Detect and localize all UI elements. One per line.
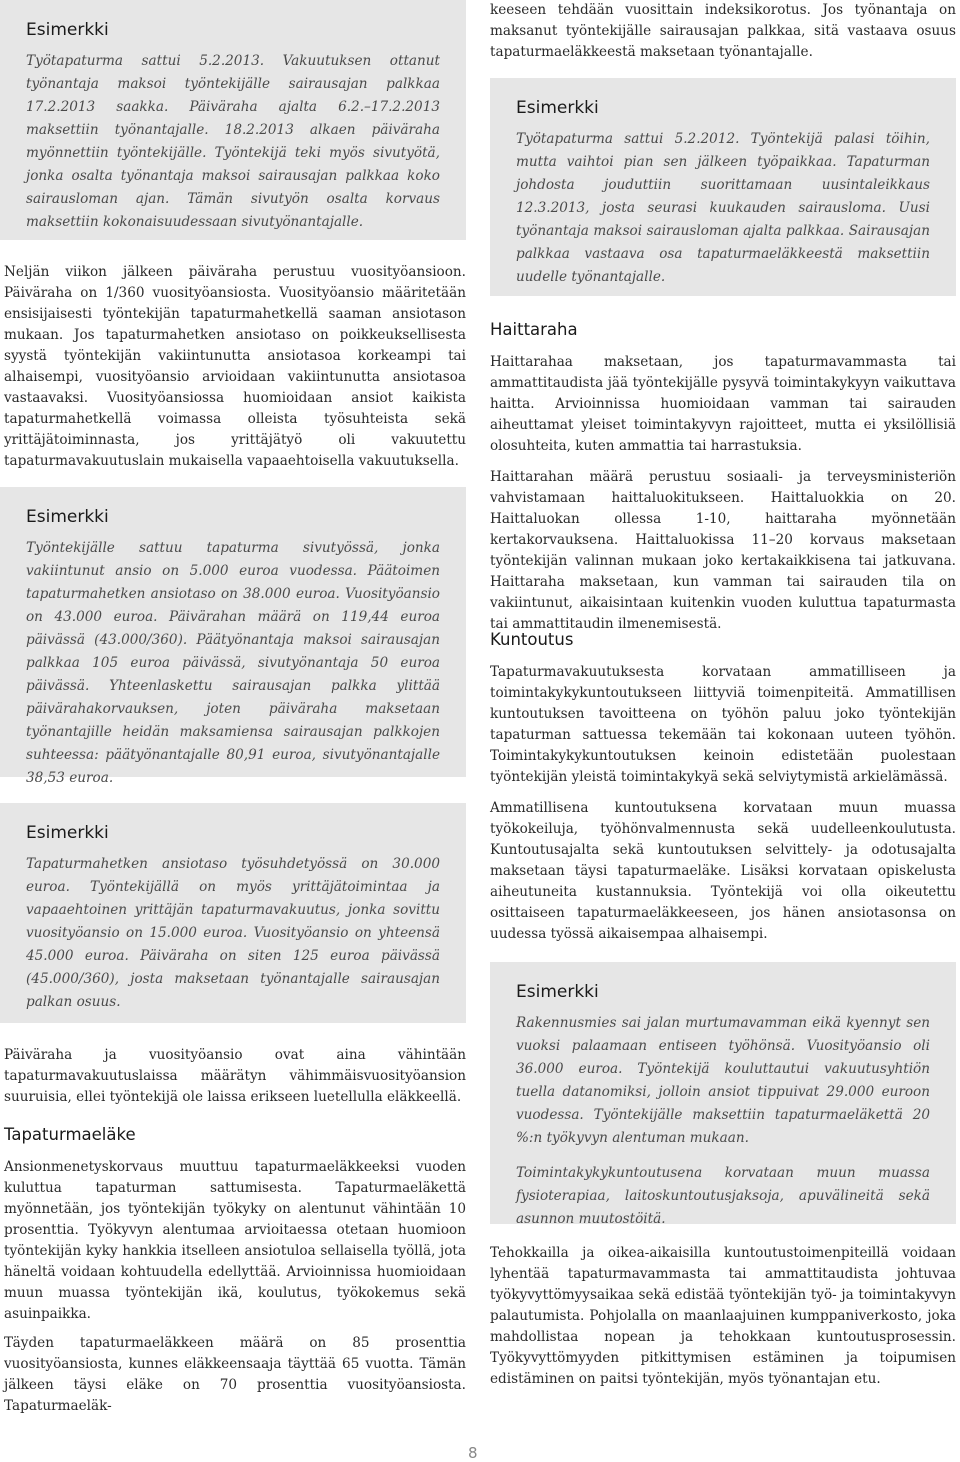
example-text: Toimintakykykuntoutusena korvataan muun muassa fysioterapiaa, laitoskuntoutusjaksoja, apuvälineitä sekä asunnon muutostöitä. bbox=[516, 1165, 930, 1227]
example-title: Esimerkki bbox=[26, 507, 109, 527]
example-box bbox=[0, 0, 466, 240]
example-title: Esimerkki bbox=[516, 98, 599, 118]
example-title: Esimerkki bbox=[516, 982, 599, 1002]
section-heading: Haittaraha bbox=[490, 320, 578, 339]
paragraph: Ammatillisena kuntoutuksena korvataan muun muassa työkokeiluja, työhönvalmennusta sekä uudelleenkoulutusta. Kuntoutusajalta sekä kuntoutuksen selvittely- ja odotusajalta maksetaan täysi tapaturmaeläke. Lisäksi korvataan opiskelusta aiheutuneita kustannuksia. Työntekijä voi olla oikeutettu osittaiseen tapaturmaeläkkeeseen, jos hänen ansiotasonsa on uudessa työssä aikaisempaa alhaisempi. bbox=[490, 800, 956, 942]
paragraph: Haittarahaa maksetaan, jos tapaturmavammasta tai ammattitaudista jää työntekijälle pysyvä toimintakykyyn vaikuttava haitta. Arvioinnissa huomioidaan vamman tai sairauden aiheuttamat yleiset toimintakyvyn rajoitteet, mutta ei yksilöllisiä olosuhteita, kuten ammattia tai harrastuksia. bbox=[490, 354, 956, 454]
paragraph: Neljän viikon jälkeen päiväraha perustuu vuosityöansioon. Päiväraha on 1/360 vuosityöansiosta. Vuosityöansio määritetään ensisijaisesti työntekijän tapaturmahetkellä saaman ansiotason mukaan. Jos tapaturmahetken ansiotaso on poikkeuksellisesta syystä työntekijän vakiintunutta ansiotasoa korkeampi tai alhaisempi, vuosityöansio arvioidaan vakiintunutta ansiotasoa vastaavaksi. Vuosityöansiossa huomioidaan ansiot kaikista tapaturmahetkellä voimassa olleista työsuhteista sekä yrittäjätoiminnasta, jos yrittäjätyö oli vakuutettu tapaturmavakuutuslain mukaisella vapaaehtoisella vakuutuksella. bbox=[4, 264, 466, 469]
paragraph: Tehokkailla ja oikea-aikaisilla kuntoutustoimenpiteillä voidaan lyhentää tapaturmavammasta tai ammattitaudista johtuvaa työkyvyttömyysaikaa sekä edistää työntekijän työ- ja toimintakyvyn palautumista. Pohjolalla on maanlaajuinen kumppaniverkosto, joka mahdollistaa nopean ja tehokkaan kuntoutusprosessin. Työkyvyttömyyden pitkittymisen estäminen ja toipumisen edistäminen on paitsi työntekijän, myös työnantajan etu. bbox=[490, 1245, 956, 1387]
section-heading: Tapaturmaeläke bbox=[4, 1125, 136, 1144]
example-box bbox=[0, 803, 466, 1023]
section-heading: Kuntoutus bbox=[490, 630, 574, 649]
paragraph: Haittarahan määrä perustuu sosiaali- ja terveysministeriön vahvistamaan haittaluokitukseen. Haittaluokkia on 20. Haittaluokan ollessa 1-10, haittaraha myönnetään kertakorvauksena. Haittaluokissa 11–20 korvaus maksetaan työntekijän valinnan mukaan joko kertakaikkisena tai jatkuvana. Haittaraha maksetaan, kun vamman tai sairauden tila on vakiintunut, aikaisintaan kuitenkin vuoden kuluttua tapaturmasta tai ammattitaudin ilmenemisestä. bbox=[490, 469, 956, 632]
example-box bbox=[490, 78, 956, 296]
example-title: Esimerkki bbox=[26, 20, 109, 40]
example-title: Esimerkki bbox=[26, 823, 109, 843]
example-box bbox=[490, 962, 956, 1227]
example-text: Tapaturmahetken ansiotaso työsuhdetyössä on 30.000 euroa. Työntekijällä on myös yrittäjätoimintaa ja vapaaehtoinen yrittäjän tapaturmavakuutus, jonka sovittu vuosityöansio on 15.000 euroa. Vuosityöansio on yhteensä 45.000 euroa. Päiväraha on siten 125 euroa päivässä (45.000/360), josta maksetaan työnantajalle sairausajan palkan osuus. bbox=[26, 856, 440, 1010]
paragraph: Täyden tapaturmaeläkkeen määrä on 85 prosenttia vuosityöansiosta, kunnes eläkkeensaaja täyttää 65 vuotta. Tämän jälkeen täysi eläke on 70 prosenttia vuosityöansiosta. Tapaturmaeläk- bbox=[4, 1335, 466, 1414]
paragraph: Ansionmenetyskorvaus muuttuu tapaturmaeläkkeeksi vuoden kuluttua tapaturman sattumisesta. Tapaturmaeläkettä myönnetään, jos työntekijän työkyky on alentunut vähintään 10 prosenttia. Työkyvyn alentumaa arvioitaessa otetaan huomioon työntekijän kyky hankkia itselleen ansiotuloa sellaisella työllä, jota häneltä voidaan kohtuudella edellyttää. Arvioinnissa huomioidaan muun muassa työntekijän ikä, koulutus, työkokemus sekä asuinpaikka. bbox=[4, 1159, 466, 1322]
example-box bbox=[0, 487, 466, 786]
page-number: 8 bbox=[468, 1444, 478, 1462]
paragraph: Tapaturmavakuutuksesta korvataan ammatilliseen ja toimintakykykuntoutukseen liittyviä toimenpiteitä. Ammatillisen kuntoutuksen tavoitteena on työhön paluu joko työntekijän tapaturman sattuessa tekemään tai kokonaan uuteen työhön. Toimintakykykuntoutuksen keinoin edistetään puolestaan työntekijän yleistä toimintakykyä sekä selviytymistä arkielämässä. bbox=[490, 664, 956, 785]
example-text: Työntekijälle sattuu tapaturma sivutyössä, jonka vakiintunut ansio on 5.000 euroa vuodessa. Päätoimen tapaturmahetken ansiotaso on 38.000 euroa. Vuosityöansio on 43.000 euroa. Päivärahan määrä on 119,44 euroa päivässä (43.000/360). Päätyönantaja maksoi sairausajan palkkaa 105 euroa päivässä, sivutyönantaja 50 euroa päivässä. Yhteenlaskettu sairausajan palkka ylittää päivärahakorvauksen, joten päiväraha maksetaan työnantajille heidän maksamiensa sairausajan palkkojen suhteessa: päätyönantajalle 80,91 euroa, sivutyönantajalle 38,53 euroa. bbox=[26, 540, 440, 786]
paragraph: Päiväraha ja vuosityöansio ovat aina vähintään tapaturmavakuutuslaissa määrätyn vähimmäisvuosityöansion suuruisia, ellei työntekijä ole laissa erikseen luetellulla eläkkeellä. bbox=[4, 1047, 466, 1105]
example-text: Rakennusmies sai jalan murtumavamman eikä kyennyt sen vuoksi palaamaan entiseen työhönsä. Vuosityöansio oli 36.000 euroa. Työntekijä kouluttautui vakuutusyhtiön tuella datanomiksi, jolloin ansiot tippuivat 29.000 euroon vuodessa. Työntekijälle maksettiin tapaturmaeläkettä 20 %:n työkyvyn alentuman mukaan. bbox=[516, 1015, 930, 1146]
paragraph: keeseen tehdään vuosittain indeksikorotus. Jos työnantaja on maksanut työntekijälle sairausajan palkkaa, sitä vastaava osuus tapaturmaeläkkeestä maksetaan työnantajalle. bbox=[490, 2, 956, 60]
example-text: Työtapaturma sattui 5.2.2013. Vakuutuksen ottanut työnantaja maksoi työntekijälle sairausajan palkkaa 17.2.2013 saakka. Päiväraha ajalta 6.2.–17.2.2013 maksettiin työnantajalle. 18.2.2013 alkaen päiväraha myönnettiin työntekijälle. Työntekijä teki myös sivutyötä, jonka osalta työnantaja maksoi sairausajan palkkaa koko sairausloman ajan. Tämän sivutyön osalta korvaus maksettiin kokonaisuudessaan sivutyönantajalle. bbox=[26, 53, 440, 230]
example-text: Työtapaturma sattui 5.2.2012. Työntekijä palasi töihin, mutta vaihtoi pian sen jälkeen työpaikkaa. Tapaturman johdosta jouduttiin suorittamaan uusintaleikkaus 12.3.2013, josta seurasi kuukauden sairausloma. Uusi työnantaja maksoi sairausloman ajalta palkkaa. Sairausajan palkkaa vastaava osa tapaturmaeläkkeestä maksettiin uudelle työnantajalle. bbox=[516, 131, 930, 285]
